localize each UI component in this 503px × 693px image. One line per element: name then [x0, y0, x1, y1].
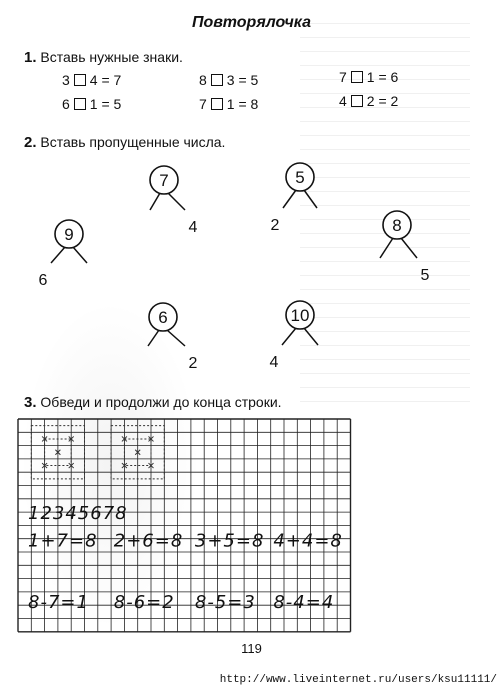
tree-top-number: 8	[392, 216, 402, 235]
handwritten-subtraction: 8-7=1	[28, 591, 89, 613]
handwritten-subtraction: 8-4=4	[273, 591, 335, 613]
equation-left: 8	[199, 72, 207, 88]
task3-text: Обведи и продолжи до конца строки.	[40, 394, 282, 410]
tree-right-number: 4	[188, 219, 198, 236]
equation-left: 7	[199, 96, 207, 112]
footer-url: http://www.liveinternet.ru/users/ksu11111/	[219, 674, 497, 686]
equation-right: 1 = 6	[366, 69, 399, 85]
handwritten-subtraction: 8-6=2	[113, 591, 175, 613]
tree-top-number: 9	[64, 225, 74, 244]
equation-left: 7	[339, 69, 347, 85]
task2-text: Вставь пропущенные числа.	[40, 134, 226, 150]
handwritten-addition: 1+7=8	[28, 530, 98, 552]
task1-number: 1.	[24, 49, 37, 66]
page-number: 119	[241, 641, 262, 656]
page-title: Повторялочка	[192, 14, 311, 31]
equation-left: 4	[339, 93, 347, 109]
task1-text: Вставь нужные знаки.	[40, 49, 183, 65]
handwritten-addition: 3+5=8	[194, 530, 265, 552]
handwritten-addition: 4+4=8	[273, 530, 343, 552]
tree-top-number: 6	[158, 308, 168, 327]
handwritten-subtraction: 8-5=3	[194, 591, 256, 613]
handwritten-digits: 12345678	[28, 502, 128, 524]
tree-left-number: 2	[270, 217, 280, 234]
equation-right: 4 = 7	[89, 72, 122, 88]
equation-left: 6	[62, 96, 70, 112]
tree-top-number: 5	[295, 168, 305, 187]
tree-left-number: 4	[269, 354, 279, 371]
tree-right-number: 5	[420, 267, 430, 284]
equation-right: 3 = 5	[226, 72, 259, 88]
task3-number: 3.	[24, 394, 37, 411]
tree-left-number: 6	[38, 272, 48, 289]
equation-right: 2 = 2	[366, 93, 399, 109]
equation-right: 1 = 5	[89, 96, 122, 112]
equation-right: 1 = 8	[226, 96, 259, 112]
tree-top-number: 7	[159, 171, 169, 190]
task2-number: 2.	[24, 134, 37, 151]
tree-top-number: 10	[290, 306, 310, 325]
equation-left: 3	[62, 72, 70, 88]
handwritten-addition: 2+6=8	[113, 530, 184, 552]
tree-right-number: 2	[188, 355, 198, 372]
